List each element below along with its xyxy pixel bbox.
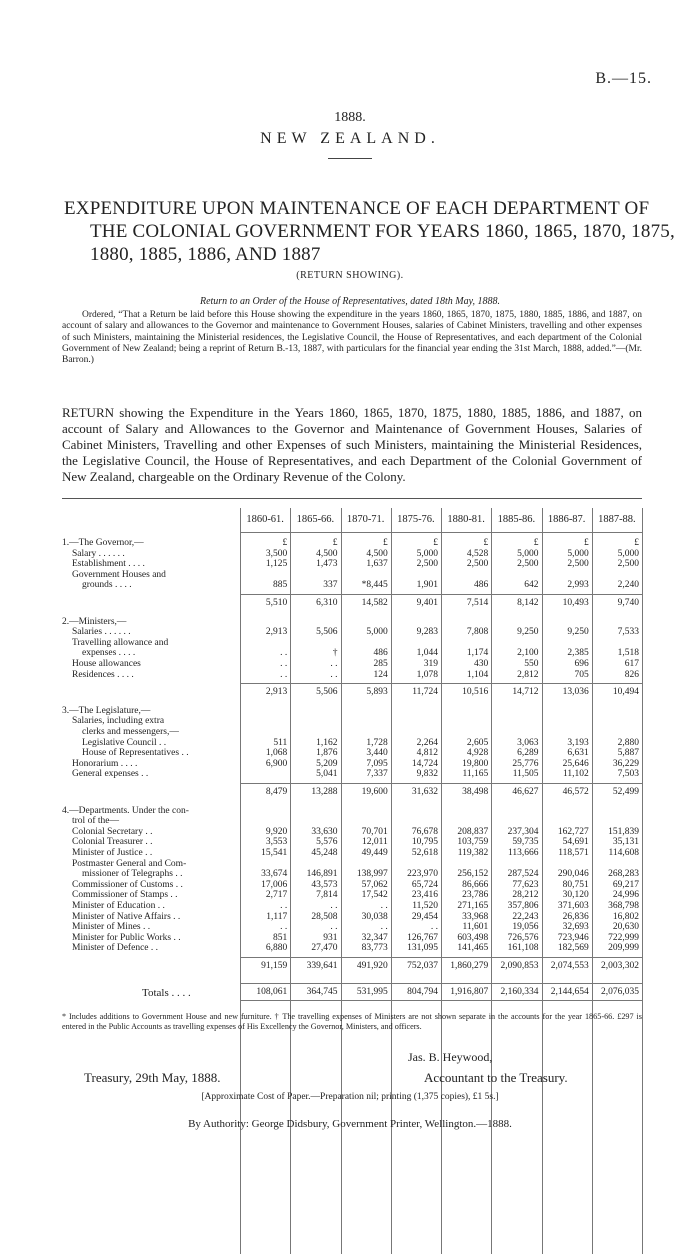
table-cell: 23,786 — [462, 890, 489, 901]
subtotal-cell: 10,516 — [462, 687, 489, 698]
table-cell: £ — [383, 538, 388, 548]
table-cell: 16,802 — [612, 911, 639, 922]
table-cell: 2,500 — [466, 559, 489, 570]
table-cell: 57,062 — [361, 879, 388, 890]
table-cell: 15,541 — [261, 848, 288, 858]
table-cell: 290,046 — [557, 869, 589, 880]
row-label: Minister for Public Works . . — [72, 932, 181, 943]
table-cell: 12,011 — [361, 837, 388, 848]
header-rule — [240, 532, 642, 533]
table-cell: 24,996 — [612, 890, 639, 901]
table-cell: 146,891 — [306, 869, 338, 880]
printer-imprint: By Authority: George Didsbury, Government Printer, Wellington.—1888. — [188, 1118, 512, 1130]
table-cell: . . — [280, 659, 288, 669]
subtotal-cell: 52,499 — [612, 787, 639, 797]
table-cell: 118,571 — [558, 848, 589, 858]
column-rule — [642, 508, 643, 1254]
table-cell: 208,837 — [457, 826, 489, 837]
subtotal-cell: 31,632 — [411, 787, 438, 797]
table-cell: 5,000 — [416, 548, 438, 559]
table-cell: 30,120 — [562, 890, 589, 901]
table-cell: 319 — [423, 659, 438, 669]
table-cell: 4,528 — [466, 548, 489, 559]
table-cell: 3,063 — [517, 737, 539, 748]
table-cell: 1,104 — [466, 669, 489, 680]
table-cell: 162,727 — [557, 826, 589, 837]
subtotal-cell: 9,740 — [617, 598, 639, 608]
table-cell: 705 — [574, 669, 589, 680]
row-label: Minister of Education . . — [72, 901, 165, 911]
table-cell: 1,901 — [416, 580, 438, 591]
table-cell: 22,243 — [512, 911, 539, 922]
row-label: Minister of Defence . . — [72, 943, 158, 954]
subtotal-cell: 752,037 — [407, 961, 438, 971]
row-label: House of Representatives . . — [82, 748, 189, 759]
table-cell: 80,751 — [562, 879, 589, 890]
row-label: Salary . . . . . . — [72, 548, 125, 559]
row-label: trol of the— — [72, 816, 119, 827]
table-cell: 9,250 — [567, 627, 589, 638]
row-label: General expenses . . — [72, 769, 149, 780]
table-cell: 285 — [373, 659, 388, 669]
table-cell: 124 — [373, 669, 388, 680]
order-reference: Return to an Order of the House of Representatives, dated 18th May, 1888. — [199, 296, 501, 307]
table-cell: 268,283 — [608, 869, 639, 880]
table-cell: 36,229 — [612, 758, 639, 769]
total-cell: 531,995 — [356, 986, 388, 997]
table-cell: 7,503 — [617, 769, 639, 780]
table-cell: 6,900 — [265, 758, 288, 769]
table-cell: . . — [280, 669, 288, 680]
row-label: Colonial Treasurer . . — [72, 837, 153, 848]
title-line-2: THE COLONIAL GOVERNMENT FOR YEARS 1860, 1865, 1870, 1875, — [90, 221, 675, 242]
subtotal-cell: 13,288 — [311, 787, 338, 797]
row-label: Government Houses and — [72, 569, 166, 580]
table-cell: 126,767 — [407, 932, 438, 943]
table-cell: 59,735 — [512, 837, 539, 848]
subtotal-cell: 10,493 — [562, 598, 589, 608]
subtotal-cell: 2,003,302 — [601, 961, 639, 971]
table-cell: 114,608 — [608, 848, 639, 858]
row-label: Legislative Council . . — [82, 737, 167, 748]
subtotal-cell: 339,641 — [306, 961, 338, 971]
table-cell: 49,449 — [361, 848, 388, 858]
table-cell: 10,795 — [411, 837, 438, 848]
subtotal-cell: 5,506 — [316, 687, 338, 698]
table-cell: 32,347 — [361, 932, 388, 943]
table-cell: 5,209 — [316, 758, 338, 769]
column-header: 1887-88. — [598, 514, 636, 525]
table-cell: 43,573 — [311, 879, 338, 890]
table-cell: 103,759 — [457, 837, 489, 848]
table-cell: 6,289 — [517, 748, 539, 759]
total-cell: 2,144,654 — [550, 986, 589, 997]
table-cell: 33,968 — [462, 911, 489, 922]
table-cell: 52,618 — [411, 848, 438, 858]
table-cell: 550 — [524, 659, 539, 669]
table-cell: £ — [433, 538, 438, 548]
subtotal-cell: 13,036 — [562, 687, 589, 698]
table-cell: 33,674 — [261, 869, 288, 880]
table-cell: . . — [330, 659, 338, 669]
column-header: 1886-87. — [547, 514, 586, 525]
table-cell: . . — [380, 901, 388, 911]
table-cell: 2,264 — [416, 737, 438, 748]
table-cell: 6,631 — [567, 748, 589, 759]
table-cell: 5,576 — [316, 837, 338, 848]
table-cell: 603,498 — [457, 932, 489, 943]
row-label: clerks and messengers,— — [82, 727, 179, 737]
column-header: 1870-71. — [346, 514, 385, 525]
order-text: Ordered, “That a Return be laid before this House showing the expenditure in the years 1860, 1865, 1870, 1875, 1880, 1885, 1886, and 1887, on account of salary and allowances to the Governor and maintenance to Government Houses, salaries of Cabinet Ministers, travelling and other expenses of such Ministers, maintaining the Ministerial residences, the Legislative Council, the House of Representatives, and each department of the Colonial Government of New Zealand; being a reprint of Return B.-13, 1887, with particulars for the financial year ending the 31st March, 1888, added.”—(Mr. Barron.) — [62, 310, 642, 366]
subtotal-cell: 5,510 — [265, 598, 288, 608]
table-cell: 1,876 — [316, 748, 338, 759]
subtotal-cell: 2,913 — [265, 687, 288, 698]
row-label: Establishment . . . . — [72, 559, 145, 570]
subtotal-cell: 8,142 — [517, 598, 539, 608]
signatory-name: Jas. B. Heywood, — [408, 1050, 493, 1064]
table-cell: 151,839 — [608, 826, 639, 837]
table-cell: 119,382 — [457, 848, 489, 858]
table-cell: 30,038 — [361, 911, 388, 922]
country-heading: NEW ZEALAND. — [260, 130, 440, 147]
table-cell: 1,518 — [617, 648, 639, 659]
row-label: 3.—The Legislature,— — [62, 705, 151, 716]
table-cell: 1,117 — [266, 911, 288, 922]
table-cell: 182,569 — [557, 943, 589, 954]
row-label: Travelling allowance and — [72, 637, 169, 648]
total-cell: 108,061 — [256, 986, 288, 997]
table-cell: 9,920 — [265, 826, 288, 837]
table-cell: 1,068 — [265, 748, 288, 759]
subtotal-cell: 7,514 — [466, 598, 489, 608]
subtotal-cell: 2,090,853 — [500, 961, 539, 971]
table-cell: £ — [332, 538, 338, 548]
row-label: Minister of Mines . . — [72, 922, 151, 933]
table-cell: 511 — [273, 737, 288, 748]
table-cell: 726,576 — [507, 932, 539, 943]
table-cell: 19,056 — [512, 922, 539, 933]
total-cell: 2,076,035 — [601, 986, 639, 997]
table-cell: 77,623 — [512, 879, 539, 890]
total-cell: 1,916,807 — [450, 986, 489, 997]
table-cell: 223,970 — [407, 869, 438, 880]
table-cell: £ — [282, 538, 288, 548]
table-cell: 141,465 — [457, 943, 489, 954]
title-line-1: EXPENDITURE UPON MAINTENANCE OF EACH DEPARTMENT OF — [64, 198, 650, 219]
table-cell: 617 — [624, 659, 639, 669]
row-label: Honorarium . . . . — [72, 758, 138, 769]
table-cell: 2,500 — [617, 559, 639, 570]
table-cell: 5,000 — [617, 548, 639, 559]
row-label: missioner of Telegraphs . . — [82, 869, 183, 880]
table-cell: 5,000 — [517, 548, 539, 559]
row-label: expenses . . . . — [82, 648, 136, 659]
table-cell: 1,044 — [416, 648, 438, 659]
subtotal-cell: 6,310 — [316, 598, 338, 608]
table-cell: 256,152 — [457, 869, 489, 880]
row-label: 2.—Ministers,— — [62, 616, 127, 627]
total-cell: 364,745 — [306, 986, 338, 997]
table-cell: 20,630 — [612, 922, 639, 933]
table-cell: 27,470 — [311, 943, 338, 954]
table-cell: 2,500 — [517, 559, 539, 570]
subtotal-rule — [240, 594, 642, 595]
table-cell: 2,385 — [567, 648, 589, 659]
table-cell: † — [332, 648, 338, 659]
table-cell: 2,993 — [567, 580, 589, 591]
table-top-rule — [62, 498, 642, 499]
table-cell: 7,337 — [366, 769, 388, 780]
document-reference: B.—15. — [595, 70, 652, 87]
table-cell: 65,724 — [411, 879, 438, 890]
column-header: 1885-86. — [497, 514, 536, 525]
table-cell: 357,806 — [507, 901, 539, 911]
table-cell: 5,041 — [316, 769, 338, 780]
subtotal-cell: 19,600 — [361, 787, 388, 797]
table-cell: 2,913 — [265, 627, 288, 638]
table-cell: 113,666 — [507, 848, 539, 858]
table-cell: 28,508 — [311, 911, 338, 922]
table-cell: 11,102 — [562, 769, 589, 780]
table-cell: 11,520 — [412, 901, 438, 911]
column-header: 1865-66. — [296, 514, 335, 525]
column-header: 1880-81. — [447, 514, 485, 525]
table-cell: 1,637 — [366, 559, 388, 570]
subtotal-cell: 46,627 — [512, 787, 539, 797]
table-cell: 11,505 — [512, 769, 539, 780]
subtotal-cell: 1,860,279 — [450, 961, 489, 971]
table-cell: 271,165 — [457, 901, 489, 911]
totals-label: Totals . . . . — [142, 986, 191, 999]
signatory-position: Accountant to the Treasury. — [424, 1070, 568, 1085]
table-cell: 287,524 — [507, 869, 539, 880]
table-cell: 3,500 — [265, 548, 288, 559]
table-cell: . . — [330, 922, 338, 933]
subtotal-rule — [240, 983, 642, 984]
table-cell: 23,416 — [411, 890, 438, 901]
table-cell: 486 — [373, 648, 388, 659]
table-cell: 2,880 — [617, 737, 639, 748]
table-cell: 7,814 — [316, 890, 338, 901]
table-cell: 1,473 — [316, 559, 338, 570]
table-cell: 1,125 — [265, 559, 288, 570]
table-cell: 33,630 — [311, 826, 338, 837]
row-label: Colonial Secretary . . — [72, 826, 153, 837]
table-cell: . . — [280, 922, 288, 933]
footnote: * Includes additions to Government House and new furniture. † The travelling expenses of Ministers are not shown separate in the accounts for the year 1865-66. £297 is entered in the Public Accounts as travelling expenses of His Excellency the Governor, Ministers, and officers. — [62, 1012, 642, 1031]
table-cell: 7,533 — [617, 627, 639, 638]
subtotal-cell: 491,920 — [356, 961, 388, 971]
table-cell: 4,812 — [416, 748, 438, 759]
table-cell: 29,454 — [411, 911, 438, 922]
table-cell: 54,691 — [562, 837, 589, 848]
table-cell: 642 — [524, 580, 539, 591]
table-cell: 138,997 — [356, 869, 388, 880]
table-cell: 3,553 — [265, 837, 288, 848]
subtotal-cell: 10,494 — [612, 687, 639, 698]
column-header: 1875-76. — [397, 514, 435, 525]
table-cell: . . — [280, 901, 288, 911]
subtotal-rule — [240, 683, 642, 684]
table-cell: 35,131 — [612, 837, 639, 848]
table-cell: 5,000 — [567, 548, 589, 559]
table-cell: 2,100 — [517, 648, 539, 659]
table-cell: 17,006 — [261, 879, 288, 890]
table-cell: 486 — [474, 580, 489, 591]
table-cell: 826 — [624, 669, 639, 680]
table-cell: 11,601 — [462, 922, 489, 933]
table-cell: 1,174 — [466, 648, 489, 659]
row-label: Residences . . . . — [72, 669, 134, 680]
subtotal-cell: 8,479 — [265, 787, 288, 797]
title-line-3: 1880, 1885, 1886, AND 1887 — [90, 244, 321, 265]
subtitle: (RETURN SHOWING). — [296, 270, 404, 281]
table-cell: 4,500 — [366, 548, 388, 559]
table-cell: 11,165 — [462, 769, 489, 780]
table-cell: 931 — [323, 932, 338, 943]
subtotal-cell: 14,712 — [512, 687, 539, 698]
table-cell: 7,095 — [366, 758, 388, 769]
row-label: Commissioner of Stamps . . — [72, 890, 178, 901]
subtotal-cell: 2,074,553 — [550, 961, 589, 971]
table-cell: 131,095 — [407, 943, 438, 954]
table-cell: £ — [634, 538, 639, 548]
table-cell: 86,666 — [462, 879, 489, 890]
place-date: Treasury, 29th May, 1888. — [84, 1070, 221, 1085]
row-label: House allowances — [72, 659, 141, 669]
table-cell: *8,445 — [361, 580, 388, 591]
subtotal-rule — [240, 783, 642, 784]
total-cell: 2,160,334 — [500, 986, 539, 997]
table-cell: 885 — [273, 580, 288, 591]
table-cell: 9,832 — [416, 769, 438, 780]
table-cell: 851 — [273, 932, 288, 943]
table-cell: 32,693 — [562, 922, 589, 933]
table-cell: . . — [430, 922, 438, 933]
table-cell: 1,728 — [366, 737, 388, 748]
table-cell: 25,646 — [562, 758, 589, 769]
document-year: 1888. — [334, 110, 366, 125]
table-cell: 9,250 — [517, 627, 539, 638]
table-cell: 3,193 — [567, 737, 589, 748]
row-label: Commissioner of Customs . . — [72, 879, 183, 890]
table-cell: 2,717 — [265, 890, 288, 901]
table-cell: 9,283 — [416, 627, 438, 638]
table-cell: 4,928 — [466, 748, 489, 759]
table-cell: 83,773 — [361, 943, 388, 954]
subtotal-cell: 91,159 — [261, 961, 288, 971]
table-cell: 6,880 — [265, 943, 288, 954]
subtotal-cell: 5,893 — [366, 687, 388, 698]
table-cell: 696 — [574, 659, 589, 669]
table-cell: . . — [280, 648, 288, 659]
subtotal-cell: 14,582 — [361, 598, 388, 608]
column-header: 1860-61. — [246, 514, 284, 525]
table-cell: 26,836 — [562, 911, 589, 922]
row-label: Minister of Justice . . — [72, 848, 153, 858]
table-cell: 28,212 — [512, 890, 539, 901]
table-cell: 5,887 — [617, 748, 639, 759]
table-cell: 5,506 — [316, 627, 338, 638]
row-label: grounds . . . . — [82, 580, 132, 591]
table-cell: 430 — [474, 659, 489, 669]
return-description: RETURN showing the Expenditure in the Years 1860, 1865, 1870, 1875, 1880, 1885, 1886, and 1887, on account of Salary and Allowances to the Governor and Maintenance of Government Houses, Salaries of Cabinet Ministers, Travelling and other Expenses of such Ministers, maintaining the Ministerial Residences, the Legislative Council, the House of Representatives, and each Department of the Colonial Government of New Zealand, chargeable on the Ordinary Revenue of the Colony. — [62, 405, 642, 484]
table-cell: 209,999 — [608, 943, 639, 954]
table-cell: 722,999 — [608, 932, 639, 943]
table-cell: 368,798 — [608, 901, 639, 911]
table-cell: 25,776 — [512, 758, 539, 769]
cost-note: [Approximate Cost of Paper.—Preparation nil; printing (1,375 copies), £1 5s.] — [201, 1092, 499, 1102]
table-cell: . . — [380, 922, 388, 933]
table-cell: 4,500 — [316, 548, 338, 559]
table-cell: 7,808 — [466, 627, 489, 638]
table-cell: £ — [533, 538, 539, 548]
total-cell: 804,794 — [407, 986, 438, 997]
table-cell: 371,603 — [557, 901, 589, 911]
row-label: Salaries . . . . . . — [72, 627, 131, 638]
table-cell: . . — [330, 669, 338, 680]
subtotal-cell: 46,572 — [562, 787, 589, 797]
row-label: 4.—Departments. Under the con- — [62, 805, 189, 816]
table-cell: 76,678 — [411, 826, 438, 837]
table-cell: £ — [483, 538, 489, 548]
table-cell: 161,108 — [507, 943, 539, 954]
table-cell: 14,724 — [411, 758, 438, 769]
totals-rule — [240, 1000, 642, 1001]
table-cell: 3,440 — [366, 748, 388, 759]
table-cell: 337 — [323, 580, 338, 591]
table-cell: 17,542 — [361, 890, 388, 901]
row-label: Postmaster General and Com- — [72, 858, 187, 869]
table-cell: 723,946 — [557, 932, 589, 943]
table-cell: 2,605 — [466, 737, 489, 748]
table-cell: 2,240 — [617, 580, 639, 591]
row-label: 1.—The Governor,— — [62, 538, 144, 548]
table-cell: 5,000 — [366, 627, 388, 638]
subtotal-cell: 11,724 — [412, 687, 438, 698]
subtotal-cell: 38,498 — [462, 787, 489, 797]
subtotal-rule — [240, 957, 642, 958]
table-cell: 2,500 — [416, 559, 438, 570]
table-cell: 70,701 — [361, 826, 388, 837]
table-cell: . . — [330, 901, 338, 911]
divider — [328, 158, 372, 159]
table-cell: 45,248 — [311, 848, 338, 858]
table-cell: 237,304 — [507, 826, 539, 837]
row-label: Minister of Native Affairs . . — [72, 911, 181, 922]
row-label: Salaries, including extra — [72, 716, 165, 727]
table-cell: 69,217 — [612, 879, 639, 890]
table-cell: 19,800 — [462, 758, 489, 769]
table-cell: 1,162 — [316, 737, 338, 748]
table-cell: 2,500 — [567, 559, 589, 570]
table-cell: 1,078 — [416, 669, 438, 680]
table-cell: £ — [584, 538, 589, 548]
table-cell: 2,812 — [517, 669, 539, 680]
subtotal-cell: 9,401 — [416, 598, 438, 608]
